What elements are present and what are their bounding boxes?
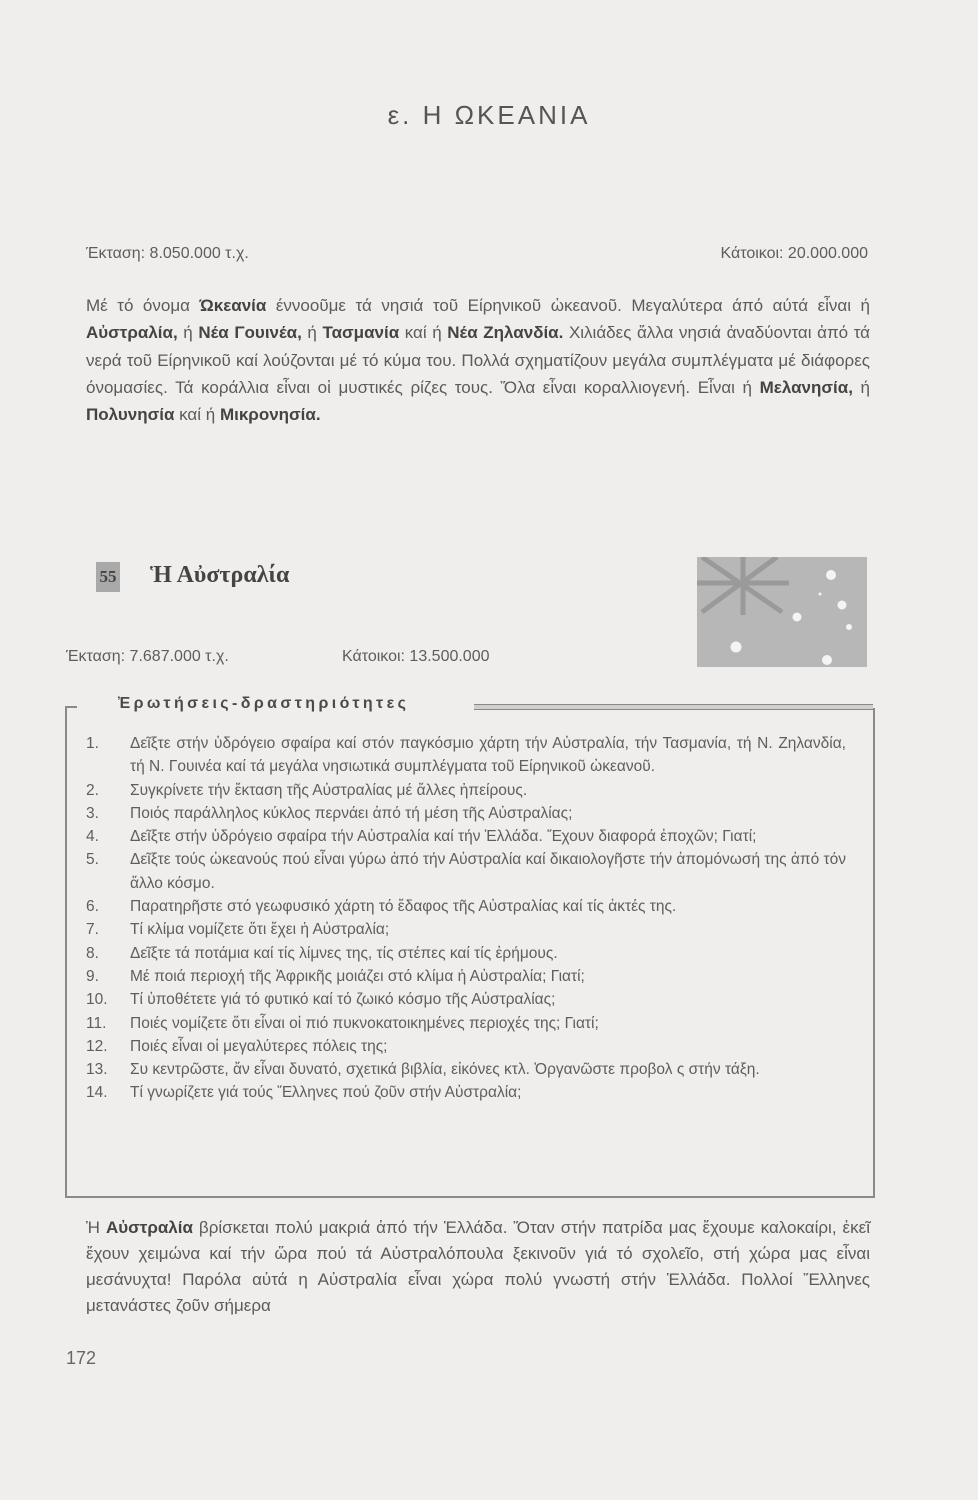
bold-term: Μικρονησία. [219,405,321,425]
question-number: 5. [86,851,99,869]
australia-area: Έκταση: 7.687.000 τ.χ. [66,648,229,665]
question-item [86,1081,846,1104]
question-text: Ποιές νομίζετε ὅτι εἶναι οἱ πιό πυκνοκατοικημένες περιοχές της; Γιατί; [130,1014,599,1032]
question-item [86,942,846,965]
question-text: Δεῖξτε στήν ὑδρόγειο σφαίρα καί στόν παγκόσμιο χάρτη τήν Αὐστραλία, τήν Τασμανία, τή Ν. Ζηλανδία, τή Ν. Γουινέα καί τά μεγάλα νησιωτικά συμπλέγματα τοῦ Είρηνικοῦ ὠκεανοῦ. [130,735,846,776]
question-text: Δεῖξτε τούς ὠκεανούς πού εἶναι γύρω ἀπό τήν Αὐστραλία καί δικαιολογῆστε τήν ἀπομόνωσή της ἀπό τόν ἄλλο κόσμο. [130,851,846,892]
question-text: Ποιός παράλληλος κύκλος περνάει ἀπό τή μέση τῆς Αὐστραλίας; [130,804,573,822]
text-run: καί ή [399,323,448,343]
australia-paragraph [86,1215,870,1319]
question-item [86,802,846,825]
question-text: Δεῖξτε τά ποτάμια καί τίς λίμνες της, τίς στέπες καί τίς ἐρήμους. [130,944,558,962]
chapter-title: ε. Η ΩΚΕΑΝΙΑ [387,100,591,130]
australia-population: Κάτοικοι: 13.500.000 [342,648,490,665]
bold-term: Αὐστραλία, [86,323,178,343]
text-run: έννοοῦμε τά νησιά τοῦ Είρηνικοῦ ὠκεανοῦ. Μεγαλύτερα άπό αύτά εἶναι ή [266,296,870,315]
oceania-area: Έκταση: 8.050.000 τ.χ. [86,245,249,262]
question-text: Τί ὑποθέτετε γιά τό φυτικό καί τό ζωικό κόσμο τῆς Αὐστραλίας; [130,991,556,1009]
question-text: Δεῖξτε στήν ὑδρόγειο σφαίρα τήν Αὐστραλία καί τήν Ἑλλάδα. Ἔχουν διαφορά ἐποχῶν; Γιατί; [130,828,757,846]
question-item [86,965,846,988]
question-item [86,988,846,1011]
question-text: Τί γνωρίζετε γιά τούς Ἕλληνες πού ζοῦν στήν Αὐστραλία; [130,1084,522,1102]
question-number: 12. [86,1037,108,1055]
question-number: 1. [86,735,99,752]
intro-paragraph [86,292,870,428]
oceania-population: Κάτοικοι: 20.000.000 [720,245,868,262]
question-number: 14. [86,1084,108,1102]
question-text: Μέ ποιά περιοχή τῆς Ἀφρικῆς μοιάζει στό κλίμα ἡ Αὐστραλία; Γιατί; [130,967,585,985]
bold-term: Ώκεανία [199,296,267,315]
section-number: 55 [96,562,120,592]
question-item [86,895,846,918]
question-item [86,825,846,848]
question-number: 10. [86,991,108,1009]
question-text: Συγκρίνετε τήν ἔκταση τῆς Αὐστραλίας μέ ἄλλες ἠπείρους. [130,781,528,799]
text-run: ή [177,323,199,343]
text-run: ή [852,377,870,397]
question-number: 7. [86,921,99,939]
page-number: 172 [66,1348,97,1368]
question-item [86,1035,846,1058]
bold-term: Πολυνησία [86,405,175,425]
text-run: ή [301,323,323,343]
text-run: Ἡ [86,1218,106,1237]
question-number: 11. [86,1014,107,1032]
question-item [86,848,846,895]
australia-flag-image [697,557,867,667]
question-text: Παρατηρῆστε στό γεωφυσικό χάρτη τό ἔδαφος τῆς Αὐστραλίας καί τίς ἀκτές της. [130,898,677,916]
text-run: βρίσκεται πολύ μακριά ἀπό τήν Ἑλλάδα. Ὅταν στήν πατρίδα μας ἔχουμε καλοκαίρι, ἐκεῖ ἔχουν χειμώνα καί τήν ὥρα πού τά Αὐστραλόπουλα ξεκινοῦν γιά τό σχολεῖο, στή χώρα μας εἶναι μεσάνυχτα! Παρόλα αὐτά η Αὐστραλία εἶναι χώρα πολύ γνωστή στήν Ἑλλάδα. Πολλοί Ἕλληνες μετανάστες ζοῦν σήμερα [86,1218,870,1315]
question-item [86,1058,846,1081]
question-item [86,732,846,779]
text-run: Μέ τό όνομα [86,296,200,315]
question-text: Τί κλίμα νομίζετε ὅτι ἔχει ἡ Αὐστραλία; [130,921,390,939]
bold-term: Νέα Γουινέα, [198,323,302,343]
bold-term: Μελανησία, [759,377,853,397]
question-number: 13. [86,1061,108,1079]
question-text: Ποιές εἶναι οἱ μεγαλύτερες πόλεις της; [130,1037,388,1055]
question-number: 9. [86,967,99,985]
question-number: 2. [86,781,99,799]
questions-heading: Ἐρωτήσεις-δραστηριότητες [118,695,410,712]
text-run: καί ή [174,405,220,425]
section-heading: Ἡ Αὐστραλία [150,562,290,588]
question-text: Συ κεντρῶστε, ἄν εἶναι δυνατό, σχετικά βιβλία, εἰκόνες κτλ. Ὀργανῶστε προβολ ς στήν τάξη. [130,1061,760,1079]
question-item [86,1012,846,1035]
question-item [86,918,846,941]
text-run: Χιλιάδες ἄλλα νησιά ἀναδύονται ἀπό τά νερά τοῦ Είρηνικοῦ καί λούζονται μέ τό κύμα του. Πολλά σχηματίζουν μεγάλα συμπλέγματα μέ διάφορες όνομασίες. Τά κοράλλια εἶναι οἱ μυστικές ρίζες τους. Ὅλα εἶναι κοραλλιογενή. Εἶναι ή [86,323,871,397]
questions-list [86,732,846,1105]
question-number: 3. [86,804,99,822]
bold-term: Αὐστραλία [105,1218,193,1237]
question-number: 4. [86,828,99,846]
question-number: 6. [86,898,99,916]
bold-term: Νέα Ζηλανδία. [447,323,564,343]
bold-term: Τασμανία [322,323,400,343]
question-item [86,779,846,802]
question-number: 8. [86,944,99,962]
